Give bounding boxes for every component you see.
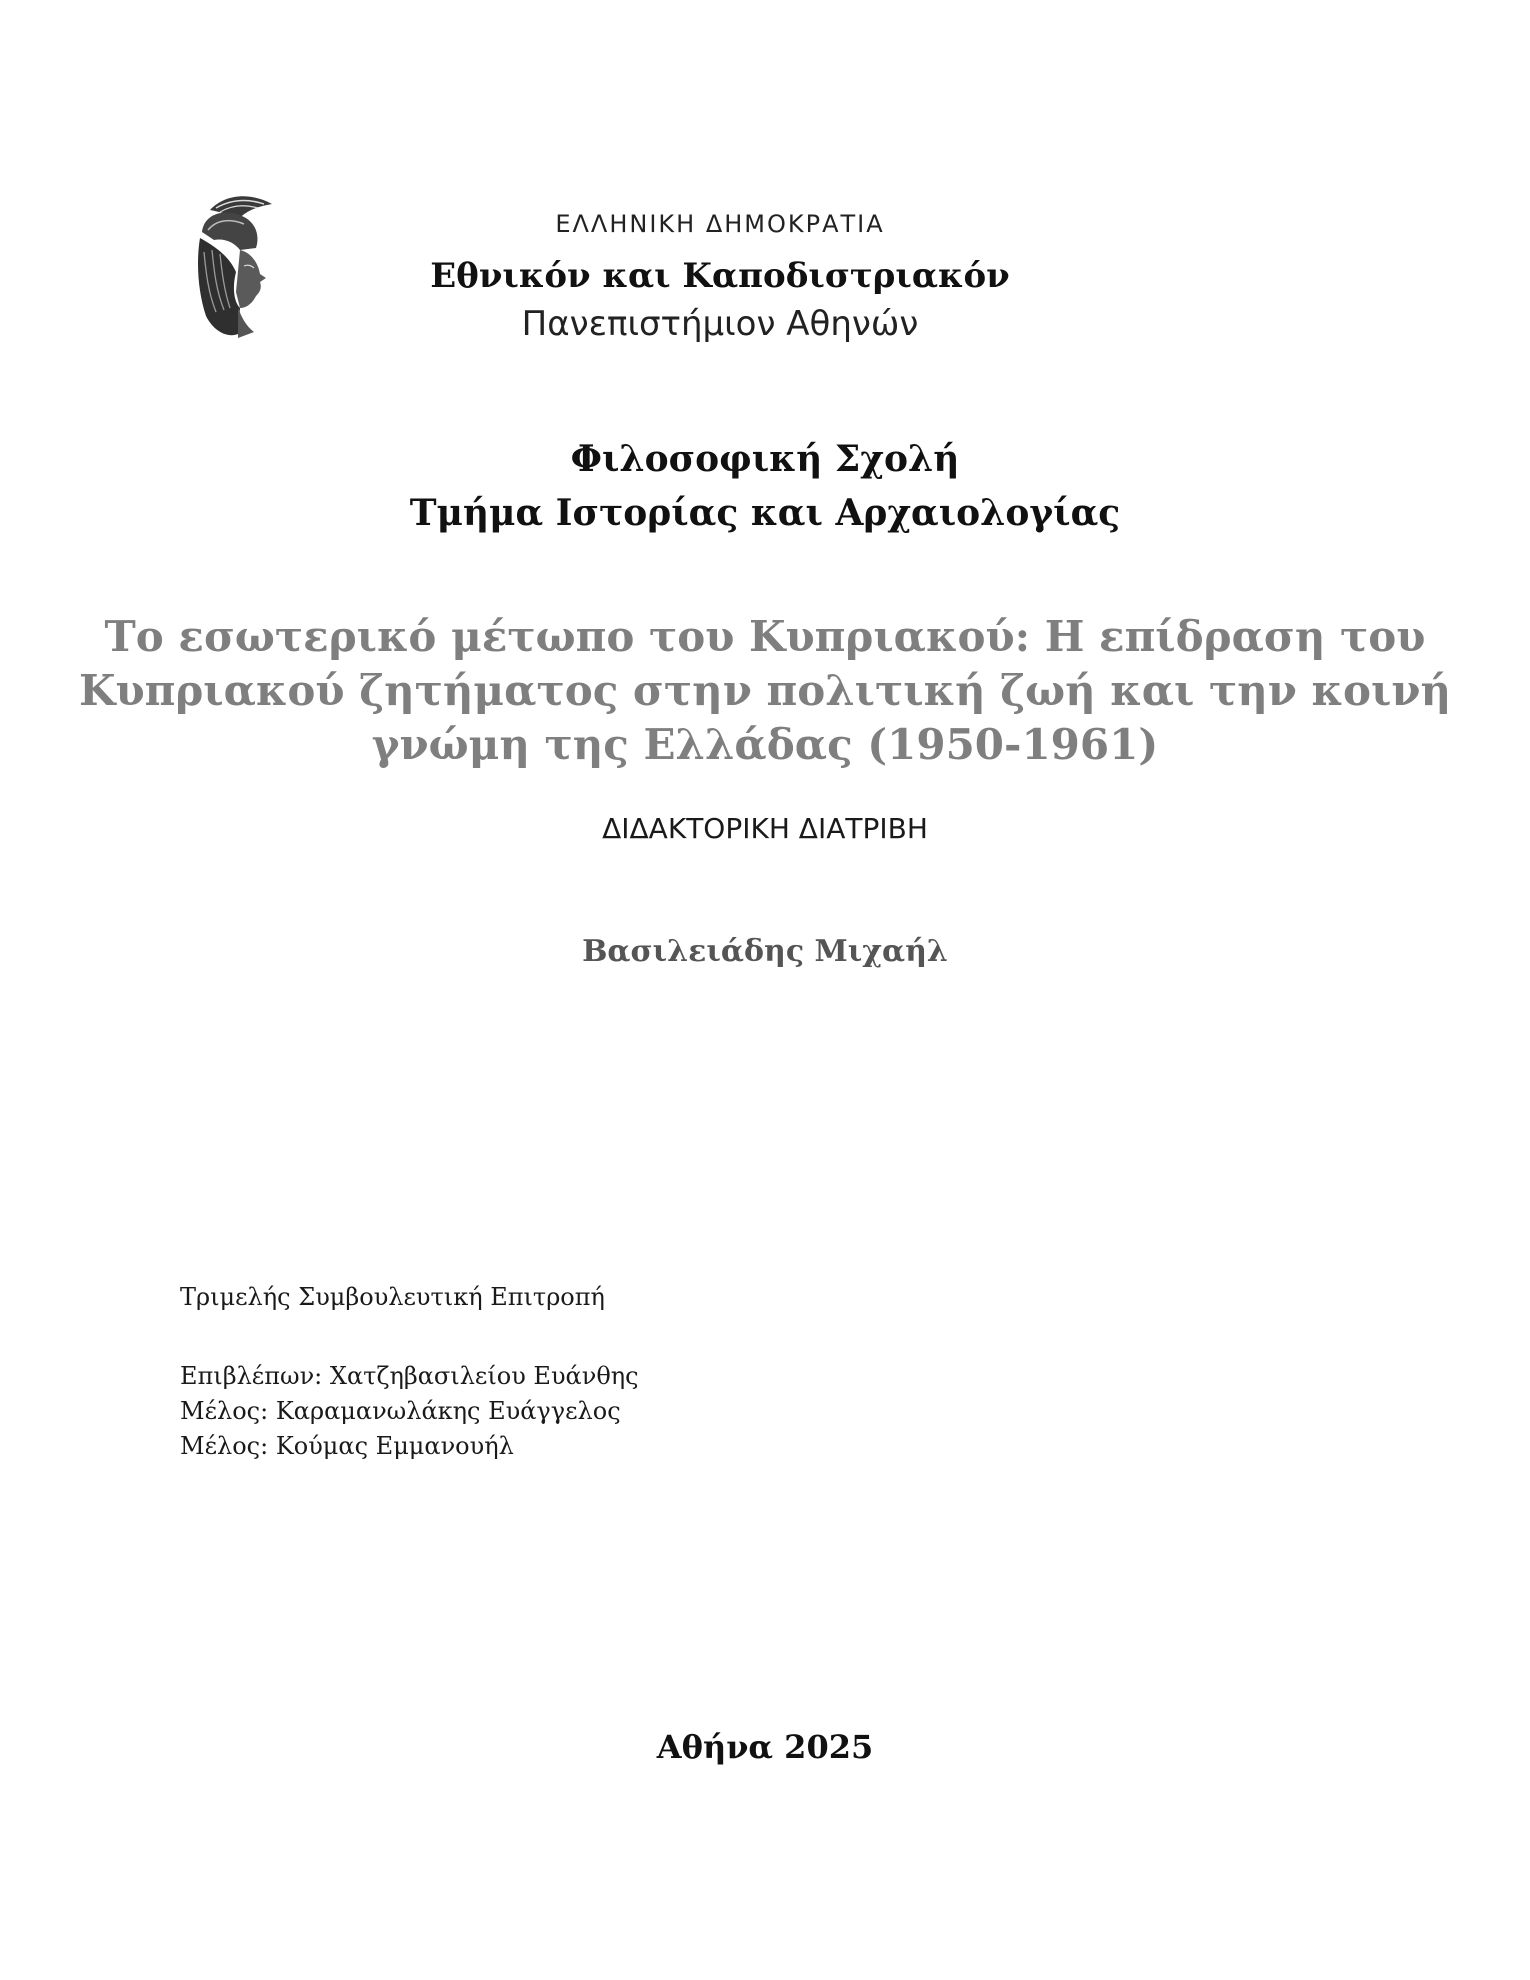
thesis-title-line: Κυπριακού ζητήματος στην πολιτική ζωή και την κοινή <box>78 666 1452 715</box>
republic-heading: ΕΛΛΗΝΙΚΗ ΔΗΜΟΚΡΑΤΙΑ <box>555 210 885 238</box>
thesis-title <box>0 610 1530 772</box>
advisory-committee <box>180 1280 639 1464</box>
university-name-line2: Πανεπιστήμιον Αθηνών <box>521 304 919 344</box>
department-name: Τμήμα Ιστορίας και Αρχαιολογίας <box>409 492 1121 534</box>
author-name: Βασιλειάδης Μιχαήλ <box>582 934 948 969</box>
committee-heading: Τριμελής Συμβουλευτική Επιτροπή <box>180 1283 605 1311</box>
faculty-name: Φιλοσοφική Σχολή <box>570 438 960 480</box>
thesis-title-line: γνώμη της Ελλάδας (1950-1961) <box>371 720 1159 769</box>
faculty-department-block <box>0 432 1530 540</box>
committee-member: Μέλος: Καραμανωλάκης Ευάγγελος <box>180 1397 621 1425</box>
committee-member: Μέλος: Κούμας Εμμανουήλ <box>180 1432 514 1460</box>
degree-type: ΔΙΔΑΚΤΟΡΙΚΗ ΔΙΑΤΡΙΒΗ <box>602 812 928 845</box>
committee-member: Επιβλέπων: Χατζηβασιλείου Ευάνθης <box>180 1362 639 1390</box>
athena-head-icon <box>180 192 280 342</box>
place-and-year: Αθήνα 2025 <box>656 1728 874 1766</box>
thesis-title-line: Το εσωτερικό μέτωπο του Κυπριακού: Η επίδραση του <box>104 612 1426 661</box>
university-name-line1: Εθνικόν και Καποδιστριακόν <box>430 256 1010 296</box>
